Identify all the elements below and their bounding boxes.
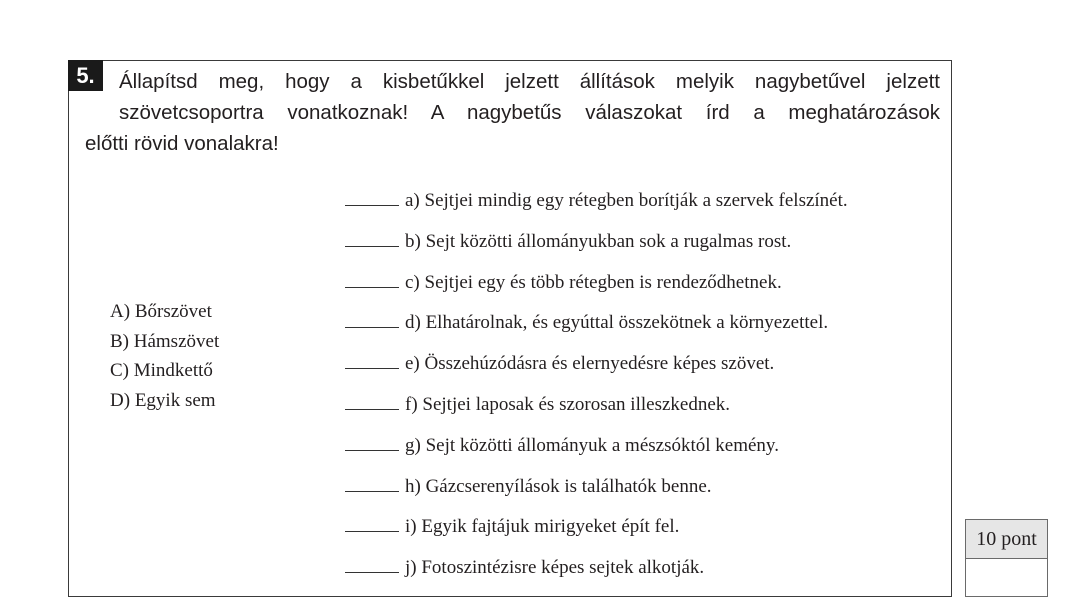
- statements-list: [345, 188, 848, 596]
- statement-text: Fotoszintézisre képes sejtek alkotják.: [421, 557, 705, 579]
- statement-text: Sejt közötti állományukban sok a rugalmas rost.: [425, 230, 792, 252]
- answer-options-list: [110, 297, 219, 415]
- statement-text: Összehúzódásra és elernyedésre képes szövet.: [424, 353, 775, 375]
- answer-blank[interactable]: [345, 392, 399, 410]
- task-box: [68, 60, 952, 597]
- answer-option: C) Mindkettő: [110, 360, 213, 381]
- task-number-badge: 5.: [68, 60, 103, 91]
- answer-blank[interactable]: [345, 433, 399, 451]
- statement-letter: g): [405, 434, 421, 456]
- statement-letter: i): [405, 516, 417, 538]
- answer-option: D) Egyik sem: [110, 389, 216, 411]
- statement-row: [345, 188, 848, 229]
- statement-row: [345, 351, 848, 392]
- statement-text: Sejtjei mindig egy rétegben borítják a szervek felszínét.: [424, 190, 848, 211]
- answer-blank[interactable]: [345, 514, 399, 532]
- statement-letter: c): [405, 271, 420, 293]
- statement-row: [345, 392, 848, 433]
- instruction-line: előtti rövid vonalakra!: [85, 132, 279, 155]
- answer-blank[interactable]: [345, 229, 399, 247]
- statement-row: [345, 474, 848, 515]
- answer-blank[interactable]: [345, 310, 399, 328]
- statement-row: [345, 310, 848, 351]
- answer-blank[interactable]: [345, 474, 399, 492]
- statement-text: Sejt közötti állományuk a mészsóktól kemény.: [425, 434, 779, 456]
- answer-option: B) Hámszövet: [110, 330, 220, 352]
- answer-blank[interactable]: [345, 555, 399, 573]
- statement-letter: j): [405, 557, 417, 579]
- answer-blank[interactable]: [345, 188, 399, 206]
- statement-letter: a): [405, 190, 420, 211]
- statement-row: [345, 433, 848, 474]
- statement-text: Elhatárolnak, és egyúttal összekötnek a környezettel.: [425, 312, 829, 334]
- statement-text: Sejtjei egy és több rétegben is rendeződhetnek.: [424, 271, 782, 293]
- instruction-line: szövetcsoportra vonatkoznak! A nagybetűs válaszokat írd a meghatározások: [119, 101, 940, 124]
- statement-letter: e): [405, 353, 420, 375]
- statement-text: Sejtjei laposak és szorosan illeszkednek.: [422, 393, 731, 415]
- task-instruction: [85, 66, 940, 159]
- statement-letter: d): [405, 312, 421, 334]
- statement-row: [345, 270, 848, 311]
- achieved-points-field[interactable]: [966, 559, 1047, 596]
- statement-letter: f): [405, 393, 418, 415]
- instruction-line: Állapítsd meg, hogy a kisbetűkkel jelzett állítások melyik nagybetűvel jelzett: [119, 70, 940, 93]
- answer-blank[interactable]: [345, 351, 399, 369]
- max-points-label: 10 pont: [966, 520, 1047, 559]
- statement-letter: b): [405, 230, 421, 252]
- statement-text: Gázcserenyílások is találhatók benne.: [425, 475, 712, 497]
- statement-row: [345, 229, 848, 270]
- answer-blank[interactable]: [345, 270, 399, 288]
- statement-row: [345, 514, 848, 555]
- score-box: [965, 519, 1048, 597]
- statement-text: Egyik fajtájuk mirigyeket épít fel.: [421, 516, 680, 538]
- statement-letter: h): [405, 475, 421, 497]
- answer-option: A) Bőrszövet: [110, 301, 212, 322]
- statement-row: [345, 555, 848, 596]
